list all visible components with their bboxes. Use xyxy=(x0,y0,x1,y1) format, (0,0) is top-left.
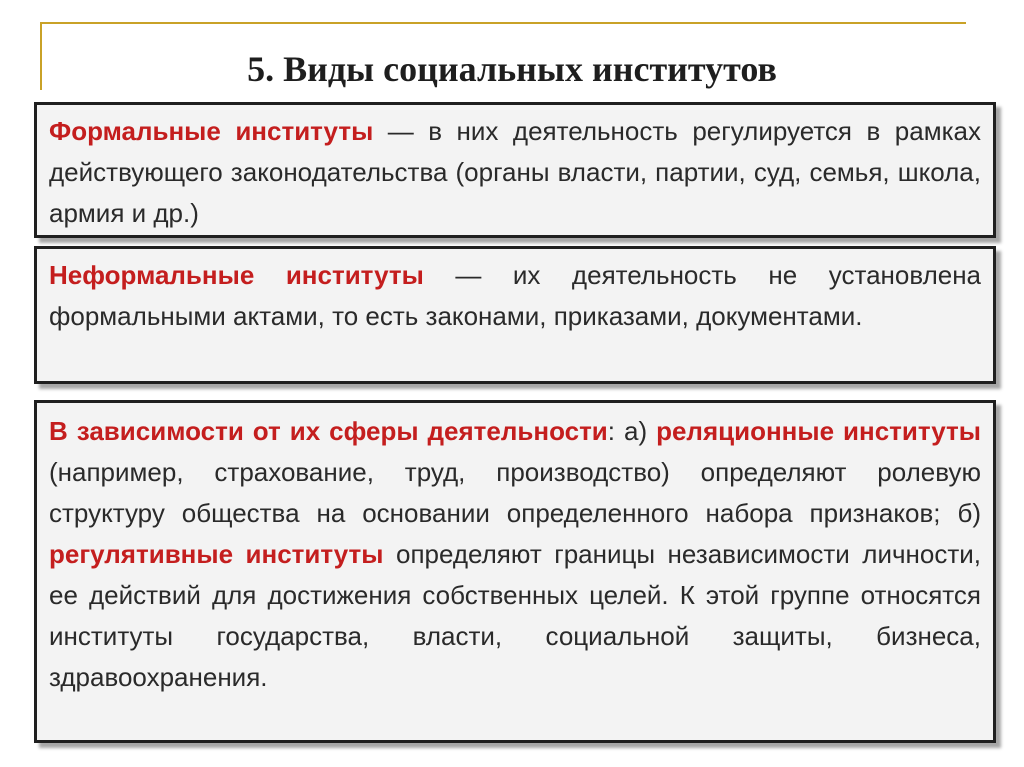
informal-institutions-text: — их деятельность не установлена формальными актами, то есть законами, приказами, документами. xyxy=(49,260,982,331)
formal-institutions-text: — в них деятельность регулируется в рамках действующего законодательства (органы власти, партии, суд, семья, школа, армия и др.) xyxy=(49,116,981,228)
formal-institutions-term: Формальные институты xyxy=(49,116,374,146)
sphere-lead: В зависимости от их сферы деятельности xyxy=(49,416,608,446)
regulative-institutions-term: регулятивные институты xyxy=(49,539,384,569)
informal-institutions-term: Неформальные институты xyxy=(49,260,424,290)
slide-title: 5. Виды социальных институтов xyxy=(247,49,777,89)
sphere-text-part2: (например, страхование, труд, производство) определяют ролевую структуру общества на основании определенного набора признаков; б) xyxy=(49,457,981,528)
sphere-text-part3: определяют границы независимости личности, ее действий для достижения собственных целей. К этой группе относятся институты государства, власти, социальной защиты, бизнеса, здравоохранения. xyxy=(49,539,982,692)
sphere-text-part1: : а) xyxy=(607,416,657,446)
decorative-frame-top xyxy=(40,22,966,24)
formal-institutions-box xyxy=(34,102,996,238)
sphere-classification-box xyxy=(34,400,996,743)
informal-institutions-box xyxy=(34,246,996,384)
relational-institutions-term: реляционные институты xyxy=(656,416,981,446)
